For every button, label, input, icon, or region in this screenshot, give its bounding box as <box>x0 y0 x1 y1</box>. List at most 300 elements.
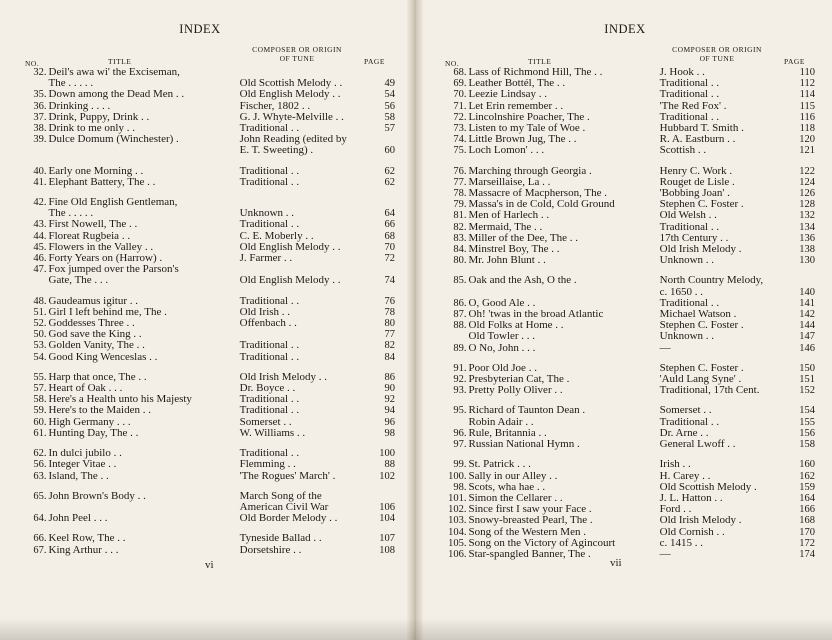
entry-number <box>445 287 469 298</box>
header-title: TITLE <box>108 57 132 66</box>
entry-title: Deil's awa wi' the Exciseman, <box>48 66 180 78</box>
entry-composer: American Civil War <box>239 500 329 513</box>
entry-title: Fine Old English Gentleman, <box>48 196 178 209</box>
entry-composer: Old Scottish Melody . <box>659 480 757 493</box>
entry-number: 81. <box>453 210 467 222</box>
column-headers <box>445 43 832 67</box>
entry-title: King Arthur . . . <box>48 543 119 556</box>
index-entry <box>445 439 815 450</box>
entry-page: 160 <box>799 459 815 471</box>
entry-composer: Hubbard T. Smith . <box>659 122 744 135</box>
entry-number: 98. <box>453 481 467 493</box>
entry-page: 92 <box>384 394 395 406</box>
entry-page: 110 <box>799 67 815 78</box>
entry-page: 62 <box>384 176 395 188</box>
entry-number: 52. <box>33 318 47 330</box>
index-entry <box>25 219 395 230</box>
entry-number <box>25 502 49 513</box>
entry-composer: Scottish . . <box>659 144 707 157</box>
entry-page: 49 <box>384 78 395 90</box>
entry-composer: Unknown . . <box>659 254 715 267</box>
entry-composer: 'Auld Lang Syne' . <box>659 373 742 386</box>
entry-page: 154 <box>799 405 815 417</box>
entry-number <box>25 145 49 156</box>
entry-title: Loch Lomon' . . . <box>468 144 545 157</box>
index-entry <box>25 89 395 100</box>
entry-page: 58 <box>384 111 395 123</box>
entry-page: 84 <box>384 351 395 363</box>
entry-title: Song on the Victory of Agincourt <box>468 536 616 549</box>
entry-composer: 'Bobbing Joan' . <box>659 187 730 200</box>
entry-number: 48. <box>33 295 47 307</box>
entry-page: 170 <box>799 526 815 538</box>
entry-composer: Ford . . <box>659 503 692 516</box>
header-no: NO. <box>25 59 40 68</box>
entry-page: 68 <box>384 230 395 242</box>
entry-number: 38. <box>33 123 47 135</box>
entry-page: 118 <box>799 123 815 135</box>
entry-page: 77 <box>384 329 395 341</box>
entry-page: 104 <box>379 513 395 525</box>
entry-composer: Traditional . . <box>239 122 300 135</box>
entry-number: 57. <box>33 383 47 395</box>
entry-title: Marseillaise, La . . <box>468 175 551 188</box>
entry-page: 98 <box>384 427 395 439</box>
entry-page: 172 <box>799 537 815 549</box>
entry-title: Presbyterian Cat, The . <box>468 373 570 386</box>
entry-number: 105. <box>448 537 467 549</box>
entry-composer: Traditional . . <box>239 294 300 307</box>
entry-composer: E. T. Sweeting) . <box>239 144 314 157</box>
entry-title: Leezie Lindsay . . <box>468 88 547 101</box>
entry-number: 55. <box>33 371 47 383</box>
index-entry <box>25 513 395 524</box>
entry-title: Mermaid, The . . <box>468 220 543 233</box>
entry-page: 138 <box>799 244 815 256</box>
entry-page: 62 <box>384 165 395 177</box>
entry-composer: Somerset . . <box>239 415 292 428</box>
entry-composer: Stephen C. Foster . <box>659 198 744 211</box>
entry-page: 158 <box>799 439 815 451</box>
entry-number: 67. <box>33 544 47 556</box>
entry-number: 79. <box>453 199 467 211</box>
entry-number: 75. <box>453 145 467 157</box>
entry-title: Goddesses Three . . <box>48 317 135 330</box>
entry-composer: Old Scottish Melody . . <box>239 77 343 90</box>
entry-number: 78. <box>453 188 467 200</box>
entry-composer: Traditional . . <box>659 88 720 101</box>
entry-number: 70. <box>453 89 467 101</box>
entry-title: Song of the Western Men . <box>468 525 586 538</box>
entry-page: 86 <box>384 371 395 383</box>
entry-number: 106. <box>448 548 467 560</box>
entry-composer: Old Irish Melody . <box>659 514 742 527</box>
entry-composer: Dorsetshire . . <box>239 543 302 556</box>
entry-page: 112 <box>799 78 815 90</box>
entry-title: Early one Morning . . <box>48 164 144 177</box>
entry-number: 91. <box>453 362 467 374</box>
entry-title <box>49 145 240 156</box>
index-entry <box>25 471 395 482</box>
entry-page <box>364 491 395 502</box>
entry-title: Forty Years on (Harrow) . <box>48 252 163 265</box>
book-gutter <box>407 0 423 640</box>
entry-title: Scots, wha hae . . <box>468 480 546 493</box>
entry-page: 140 <box>799 286 815 298</box>
entry-page: 115 <box>799 100 815 112</box>
entry-number: 73. <box>453 123 467 135</box>
header-composer <box>237 45 357 63</box>
entry-title: Russian National Hymn . <box>468 438 580 451</box>
entry-composer: Somerset . . <box>659 404 712 417</box>
entry-page <box>364 197 395 208</box>
entry-title: Fox jumped over the Parson's <box>48 263 179 276</box>
entry-composer: North Country Melody, <box>659 274 764 287</box>
entry-number: 103. <box>448 515 467 527</box>
entry-title: Miller of the Dee, The . . <box>468 231 578 244</box>
entry-number: 61. <box>33 427 47 439</box>
entry-page: 74 <box>384 275 395 287</box>
entry-title: Golden Vanity, The . . <box>48 339 145 352</box>
entry-composer: Old English Melody . . <box>239 274 341 287</box>
entry-title: Here's to the Maiden . . <box>48 404 151 417</box>
index-entry <box>25 340 395 351</box>
entry-title: Richard of Taunton Dean . <box>468 404 586 417</box>
entry-composer: Dr. Boyce . . <box>239 382 296 395</box>
entry-title: Harp that once, The . . <box>48 370 147 383</box>
entry-page <box>364 134 395 145</box>
entry-number: 71. <box>453 100 467 112</box>
entry-page: 64 <box>384 208 395 220</box>
entry-number: 64. <box>33 513 47 525</box>
entry-number <box>25 78 49 89</box>
entry-composer: Traditional . . <box>239 175 300 188</box>
entry-number: 99. <box>453 459 467 471</box>
entry-page <box>364 67 395 78</box>
entry-page: 144 <box>799 320 815 332</box>
page-shadow <box>0 618 832 640</box>
entry-title: Drink to me only . . <box>48 122 135 135</box>
entry-title: Since first I saw your Face . <box>468 503 592 516</box>
entry-page: 90 <box>384 383 395 395</box>
entry-title: Massacre of Macpherson, The . <box>468 187 607 200</box>
entry-composer: Michael Watson . <box>659 308 737 321</box>
entry-composer: c. 1415 . . <box>659 536 704 549</box>
index-entry <box>25 134 395 145</box>
entry-title: Massa's in de Cold, Cold Ground <box>468 198 615 211</box>
entry-composer: 17th Century . . <box>659 231 729 244</box>
entry-composer: Unknown . . <box>659 330 715 343</box>
entry-number: 74. <box>453 134 467 146</box>
entry-number: 72. <box>453 111 467 123</box>
entry-page: 78 <box>384 306 395 318</box>
entry-composer: 'The Rogues' March' . <box>239 469 336 482</box>
entry-page: 168 <box>799 515 815 527</box>
entry-composer: C. E. Moberly . . <box>239 229 314 242</box>
entry-title: Dulce Domum (Winchester) . <box>48 133 179 146</box>
entry-title: Drink, Puppy, Drink . . <box>48 110 150 123</box>
entry-number: 63. <box>33 470 47 482</box>
entry-title: Rule, Britannia . . <box>468 426 547 439</box>
entry-number: 45. <box>33 241 47 253</box>
entry-composer: Traditional . . <box>659 110 720 123</box>
index-entry <box>445 385 815 396</box>
entry-composer: J. L. Hatton . . <box>659 491 723 504</box>
entry-page: 106 <box>379 501 395 513</box>
entry-composer: General Lwoff . . <box>659 438 736 451</box>
index-entry <box>445 549 815 560</box>
index-entry <box>445 343 815 354</box>
index-entry <box>25 533 395 544</box>
entry-number: 84. <box>453 244 467 256</box>
entry-number: 60. <box>33 416 47 428</box>
entry-number <box>445 417 469 428</box>
entry-number: 59. <box>33 405 47 417</box>
entry-number: 93. <box>453 385 467 397</box>
index-entry <box>445 459 815 470</box>
header-page: PAGE <box>784 57 805 66</box>
entry-composer: Dr. Arne . . <box>659 426 709 439</box>
entry-number: 89. <box>453 342 467 354</box>
entry-title: St. Patrick . . . <box>468 458 531 471</box>
entry-number: 50. <box>33 329 47 341</box>
entry-number: 80. <box>453 255 467 267</box>
index-entry <box>25 545 395 556</box>
entry-title: Heart of Oak . . . <box>48 382 123 395</box>
index-entry <box>25 275 395 286</box>
entry-number: 82. <box>453 221 467 233</box>
entry-page: 122 <box>799 165 815 177</box>
entry-title: Down among the Dead Men . . <box>48 88 185 101</box>
entry-page: 142 <box>799 309 815 321</box>
entry-title: Snowy-breasted Pearl, The . <box>468 514 593 527</box>
entry-composer: Traditional . . <box>239 350 300 363</box>
entry-number: 85. <box>453 275 467 287</box>
entry-number: 92. <box>453 374 467 386</box>
entry-composer: Traditional . . <box>239 404 300 417</box>
entry-composer: — <box>659 341 671 354</box>
entry-number: 56. <box>33 459 47 471</box>
entry-composer: — <box>659 547 671 560</box>
entry-composer: Traditional . . <box>239 393 300 406</box>
entry-title: Star-spangled Banner, The . <box>468 547 591 560</box>
header-composer-line1: COMPOSER OR ORIGIN <box>672 45 762 54</box>
index-entry <box>25 177 395 188</box>
entry-composer: Fischer, 1802 . . <box>239 99 311 112</box>
entry-title: Oh! 'twas in the broad Atlantic <box>468 308 604 321</box>
index-entry <box>445 275 815 286</box>
entry-composer: Stephen C. Foster . <box>659 319 744 332</box>
entry-title: Floreat Rugbeia . . <box>48 229 131 242</box>
entry-title: Marching through Georgia . <box>468 164 592 177</box>
entry-page: 57 <box>384 123 395 135</box>
entry-composer: H. Carey . . <box>659 469 711 482</box>
entry-composer: Old English Melody . . <box>239 240 341 253</box>
entry-number: 47. <box>33 264 47 276</box>
entry-title: Poor Old Joe . . <box>468 361 537 374</box>
entry-title: In dulci jubilo . . <box>48 447 122 460</box>
entry-number: 97. <box>453 439 467 451</box>
column-headers <box>25 43 414 67</box>
entry-composer: Tyneside Ballad . . <box>239 532 322 545</box>
entry-page: 94 <box>384 405 395 417</box>
entry-composer: Traditional . . <box>659 415 720 428</box>
entry-title: Integer Vitae . . <box>48 458 117 471</box>
entry-title: Men of Harlech . . <box>468 209 550 222</box>
entry-page: 134 <box>799 221 815 233</box>
entry-title: Flowers in the Valley . . <box>48 240 154 253</box>
entry-composer: Traditional . . <box>659 296 720 309</box>
entry-composer: c. 1650 . . <box>659 285 704 298</box>
index-entry <box>25 405 395 416</box>
entry-page <box>784 275 815 286</box>
entry-page: 156 <box>799 427 815 439</box>
index-entry <box>445 210 815 221</box>
entry-page: 174 <box>799 548 815 560</box>
entry-number: 40. <box>33 165 47 177</box>
entry-number: 58. <box>33 394 47 406</box>
entry-composer: Henry C. Work . <box>659 164 733 177</box>
entry-number: 101. <box>448 492 467 504</box>
entry-composer: Old Cornish . . <box>659 525 725 538</box>
entry-number: 100. <box>448 470 467 482</box>
entry-title: Simon the Cellarer . . <box>468 491 563 504</box>
entry-title: Oak and the Ash, O the . <box>468 274 577 287</box>
page-title: INDEX <box>604 22 646 36</box>
entry-title: Sally in our Alley . . <box>468 469 558 482</box>
index-entry <box>25 145 395 156</box>
entry-title: Girl I left behind me, The . <box>48 305 167 318</box>
entry-number: 42. <box>33 197 47 209</box>
header-no: NO. <box>445 59 460 68</box>
entry-number: 32. <box>33 67 47 78</box>
entry-composer: Traditional . . <box>659 220 720 233</box>
entry-page: 114 <box>799 89 815 101</box>
entry-number: 36. <box>33 100 47 112</box>
entry-number: 39. <box>33 134 47 146</box>
entry-page: 128 <box>799 199 815 211</box>
entry-number: 51. <box>33 306 47 318</box>
entry-composer: Unknown . . <box>239 207 295 220</box>
entry-page: 96 <box>384 416 395 428</box>
entry-page: 136 <box>799 232 815 244</box>
entry-composer: W. Williams . . <box>239 426 306 439</box>
entry-number: 44. <box>33 230 47 242</box>
entry-page: 141 <box>799 297 815 309</box>
entry-page: 102 <box>379 470 395 482</box>
header-title: TITLE <box>528 57 552 66</box>
header-composer <box>657 45 777 63</box>
index-table-left <box>25 67 395 556</box>
entry-title: Gate, The . . . <box>48 274 109 287</box>
entry-title: Pretty Polly Oliver . . <box>468 384 563 397</box>
entry-title: Listen to my Tale of Woe . <box>468 122 586 135</box>
page-number: vii <box>610 557 622 569</box>
entry-composer: Old Irish Melody . <box>659 243 742 256</box>
index-table-right <box>445 67 815 560</box>
entry-title: Good King Wenceslas . . <box>48 350 158 363</box>
entry-page: 162 <box>799 470 815 482</box>
entry-number: 86. <box>453 297 467 309</box>
entry-page: 70 <box>384 241 395 253</box>
entry-composer: Flemming . . <box>239 458 296 471</box>
header-composer-line2: OF TUNE <box>699 54 735 63</box>
entry-composer: Old Irish . . <box>239 305 291 318</box>
entry-number: 53. <box>33 340 47 352</box>
entry-title: Old Towler . . . <box>468 330 536 343</box>
entry-composer: Traditional . . <box>239 339 300 352</box>
entry-page: 116 <box>799 111 815 123</box>
entry-number: 104. <box>448 526 467 538</box>
entry-page: 147 <box>799 331 815 343</box>
entry-number <box>445 331 469 342</box>
entry-title: O, Good Ale . . <box>468 296 536 309</box>
index-entry <box>25 459 395 470</box>
entry-title: God save the King . . <box>48 328 142 341</box>
page-title: INDEX <box>179 22 221 36</box>
entry-title: The . . . . . <box>48 207 94 220</box>
entry-page <box>364 264 395 275</box>
entry-number: 37. <box>33 111 47 123</box>
index-entry <box>445 331 815 342</box>
header-page: PAGE <box>364 57 385 66</box>
entry-title: Drinking . . . . <box>48 99 111 112</box>
entry-number: 77. <box>453 176 467 188</box>
entry-number: 54. <box>33 351 47 363</box>
entry-page: 76 <box>384 295 395 307</box>
entry-title: Robin Adair . . <box>468 415 534 428</box>
entry-page: 100 <box>379 448 395 460</box>
entry-composer: Offenbach . . <box>239 317 297 330</box>
entry-title: Gaudeamus igitur . . <box>48 294 139 307</box>
entry-composer: Irish . . <box>659 458 691 471</box>
entry-page: 150 <box>799 362 815 374</box>
entry-composer: R. A. Eastburn . . <box>659 133 736 146</box>
entry-page: 108 <box>379 544 395 556</box>
entry-page: 159 <box>799 481 815 493</box>
right-page <box>417 0 832 640</box>
entry-page: 54 <box>384 89 395 101</box>
entry-number: 83. <box>453 232 467 244</box>
entry-composer: Traditional, 17th Cent. <box>659 384 760 397</box>
entry-title: John Peel . . . <box>48 512 108 525</box>
entry-page: 151 <box>799 374 815 386</box>
index-entry <box>445 255 815 266</box>
entry-page: 60 <box>384 145 395 157</box>
entry-title: O No, John . . . <box>468 341 536 354</box>
entry-composer: Stephen C. Foster . <box>659 361 744 374</box>
entry-number: 66. <box>33 533 47 545</box>
entry-number: 69. <box>453 78 467 90</box>
entry-composer: Rouget de Lisle . <box>659 175 735 188</box>
entry-page: 152 <box>799 385 815 397</box>
entry-title: Little Brown Jug, The . . <box>468 133 577 146</box>
entry-number: 87. <box>453 309 467 321</box>
entry-number: 102. <box>448 504 467 516</box>
entry-number <box>25 208 49 219</box>
entry-number <box>25 275 49 286</box>
entry-page: 126 <box>799 188 815 200</box>
entry-number: 76. <box>453 165 467 177</box>
header-composer-line2: OF TUNE <box>279 54 315 63</box>
entry-title: Lass of Richmond Hill, The . . <box>468 66 603 78</box>
entry-number: 95. <box>453 405 467 417</box>
entry-number: 62. <box>33 448 47 460</box>
entry-composer: G. J. Whyte-Melville . . <box>239 110 344 123</box>
entry-composer: J. Farmer . . <box>239 252 293 265</box>
entry-number: 35. <box>33 89 47 101</box>
entry-number: 68. <box>453 67 467 78</box>
